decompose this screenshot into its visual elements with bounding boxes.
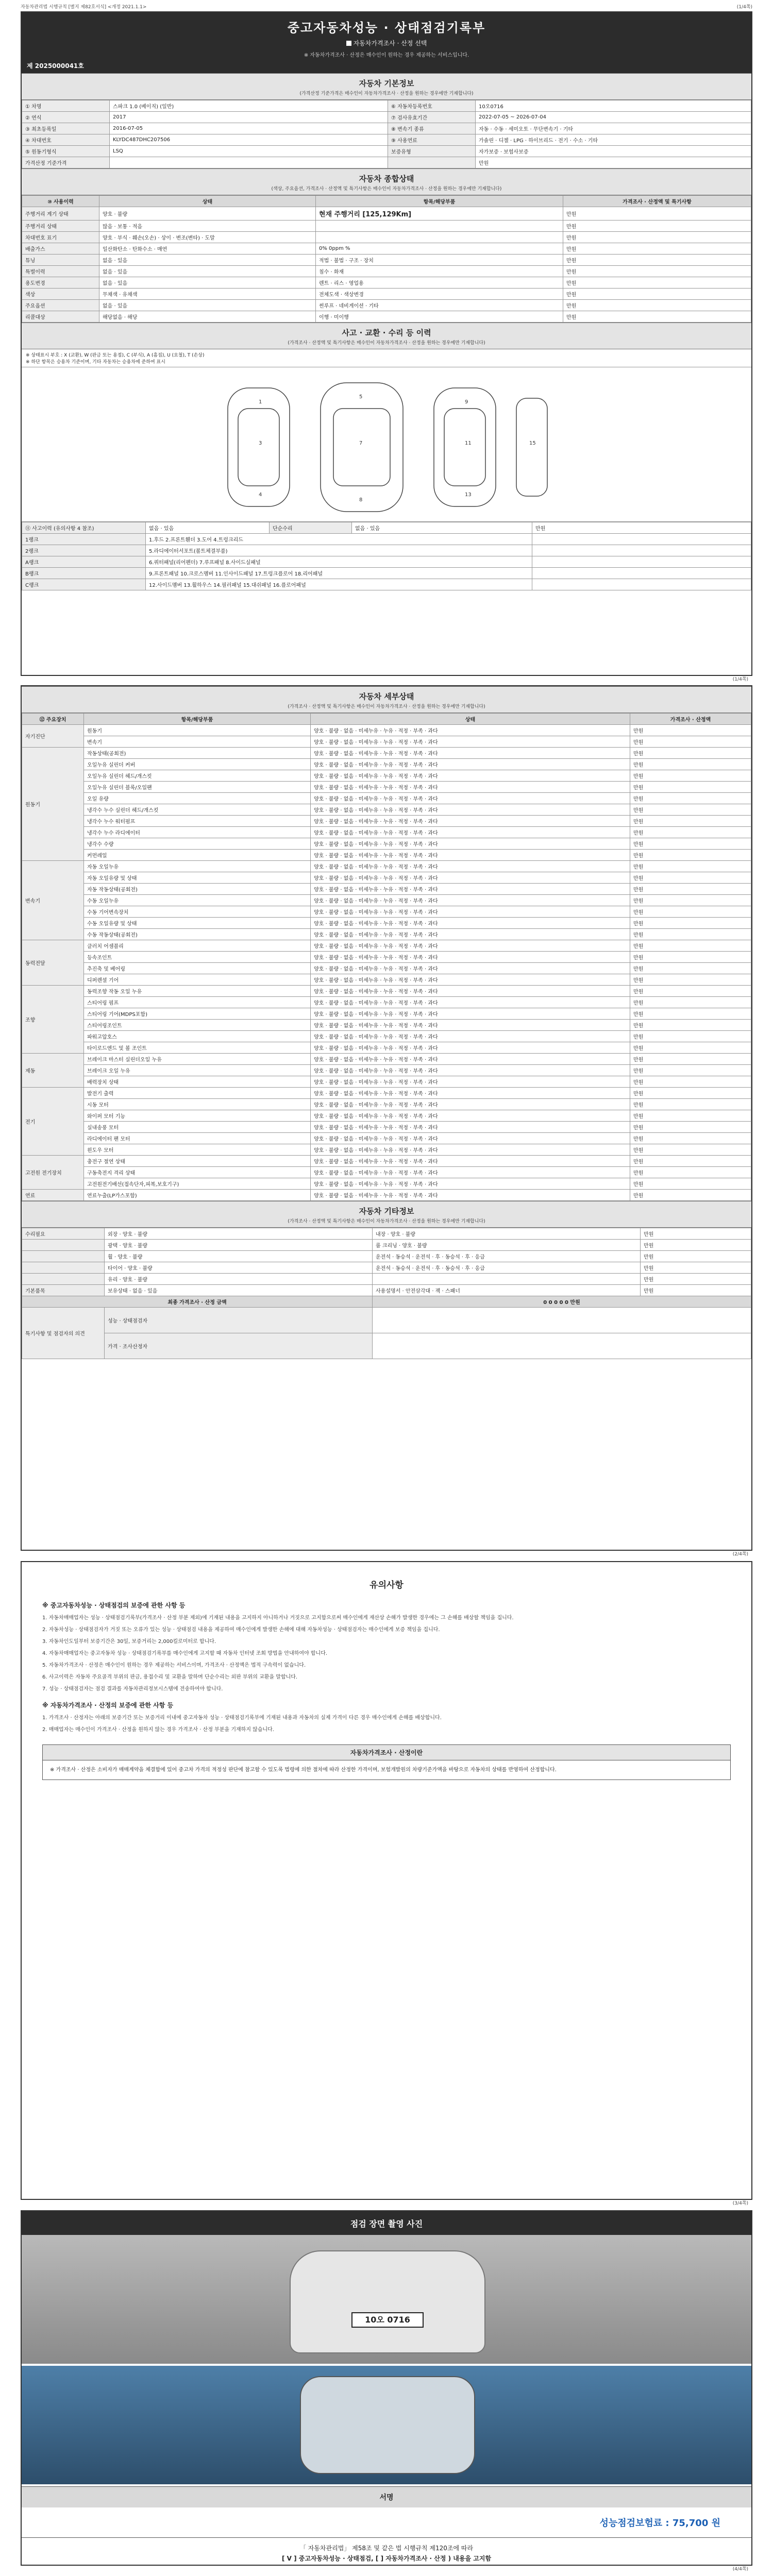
detail-group-label: 제동 (22, 1054, 84, 1088)
detail-state: 양호 · 불량 · 없음 · 미세누유 · 누유 · 적정 · 부족 · 과다 (311, 929, 630, 940)
table-row (22, 1076, 751, 1088)
mileage-value: 현재 주행거리 [125,129Km] (316, 207, 563, 221)
table-row: 특기사항 및 점검자의 의견 성능 · 상태점검자 (22, 1308, 751, 1333)
page-number: (1/4쪽) (732, 677, 748, 682)
notice-para: 1. 가격조사 · 산정자는 아래의 보증기간 또는 보증거리 이내에 중고자동차 성능 · 상태점검기록부에 기재된 내용과 자동차의 실제 가격이 다른 경우 매수인에게 손해를 배상합니다. (42, 1715, 442, 1721)
detail-state: 양호 · 불량 · 없음 · 미세누유 · 누유 · 적정 · 부족 · 과다 (311, 1020, 630, 1031)
table-row: ④ 차대번호 KLYDC487DHC207506 ⑨ 사용연료 가솔린 · 디젤 · LPG · 하이브리드 · 전기 · 수소 · 기타 (22, 134, 751, 146)
detail-item: 발전기 출력 (84, 1088, 311, 1099)
detail-state: 양호 · 불량 · 없음 · 미세누유 · 누유 · 적정 · 부족 · 과다 (311, 1099, 630, 1110)
detail-item: 배력장치 상태 (84, 1076, 311, 1088)
detail-item: 수동 작동상태(공회전) (84, 929, 311, 940)
table-row (22, 997, 751, 1008)
table-row: 차대번호 표기 양호 · 부식 · 훼손(오손) · 상이 · 변조(변타) · 도말 만원 (22, 232, 751, 243)
detail-item: 변속기 (84, 736, 311, 748)
table-row (22, 1054, 751, 1065)
detail-group-label: 동력전달 (22, 940, 84, 986)
summary-table: ⑩ 사용이력 상태 항목/해당부품 가격조사 · 산정액 및 특기사항 주행거리 계기 상태 양호 · 불량 현재 주행거리 [125,129Km] 만원 주행거리 상태 많음 · 보통 · 적음 만원 차대번호 표기 양호 · 부식 · 훼손(오손) · 상이 · 변조(변타) · 도말 만원 배출가스 일산화탄소 · 탄화수소 · 매연 0% 0ppm % 만원 튜닝 없음 · 있음 적법 · 불법 · 구조 · 장치 만원 특별이력 없음 · 있음 침수 · 화재 만원 용도변경 없음 · 있음 렌트 · 리스 · 영업용 만원 색상 무채색 · 유채색 전체도색 · 색상변경 만원 주요옵션 없음 · 있음 썬루프 · 네비게이션 · 기타 만원 리콜대상 해당없음 · 해당 이행 · 미이행 만원 (22, 195, 751, 323)
detail-item: 자동 오일유량 및 상태 (84, 872, 311, 884)
detail-state: 양호 · 불량 · 없음 · 미세누유 · 누유 · 적정 · 부족 · 과다 (311, 963, 630, 974)
table-row: 유리 · 양호 · 불량 만원 (22, 1274, 751, 1285)
detail-state: 양호 · 불량 · 없음 · 미세누유 · 누유 · 적정 · 부족 · 과다 (311, 861, 630, 872)
detail-item: 브레이크 오일 누유 (84, 1065, 311, 1076)
other-sub: (가격조사 · 산정액 및 특기사항은 매수인이 자동차가격조사 · 산정을 원하는 경우에만 기재합니다) (22, 1217, 751, 1228)
table-row (22, 1099, 751, 1110)
detail-item: 오일누유 실린더 헤드/개스킷 (84, 770, 311, 782)
table-row (22, 1065, 751, 1076)
detail-group-label: 전기 (22, 1088, 84, 1156)
detail-item: 브레이크 마스터 실린더오일 누유 (84, 1054, 311, 1065)
table-row (22, 1144, 751, 1156)
table-row: 배출가스 일산화탄소 · 탄화수소 · 매연 0% 0ppm % 만원 (22, 243, 751, 255)
table-row: 리콜대상 해당없음 · 해당 이행 · 미이행 만원 (22, 311, 751, 323)
detail-item: 냉각수 누수 워터펌프 (84, 816, 311, 827)
detail-price: 만원 (630, 782, 751, 793)
detail-item: 수동 오일누유 (84, 895, 311, 906)
table-row: ① 차명 스파크 1.0 (베이직) (일반) ⑥ 자동차등록번호 10오0716 (22, 100, 751, 112)
detail-price: 만원 (630, 850, 751, 861)
table-row: 기본품목 보유상태 · 없음 · 있음 사용설명서 · 안전삼각대 · 잭 · 스패너 만원 (22, 1285, 751, 1296)
detail-item: 오일누유 실린더 블록/오일팬 (84, 782, 311, 793)
detail-item: 냉각수 누수 라디에이터 (84, 827, 311, 838)
notice-section-1: ※ 중고자동차성능 · 상태점검의 보증에 관한 사항 등 (42, 1602, 186, 1609)
detail-state: 양호 · 불량 · 없음 · 미세누유 · 누유 · 적정 · 부족 · 과다 (311, 1110, 630, 1122)
svg-text:9: 9 (465, 399, 468, 405)
table-row (22, 770, 751, 782)
table-row (22, 986, 751, 997)
table-row (22, 963, 751, 974)
table-row (22, 804, 751, 816)
svg-text:5: 5 (359, 394, 363, 400)
checkbox-icon (346, 41, 351, 46)
table-row: 휠 · 양호 · 불량 운전석 · 동승석 · 운전석 · 후 · 동승석 · 후 · 응급 만원 (22, 1251, 751, 1262)
table-row (22, 1020, 751, 1031)
detail-price: 만원 (630, 1178, 751, 1190)
detail-item: 와이퍼 모터 기능 (84, 1110, 311, 1122)
detail-item: 오일 유량 (84, 793, 311, 804)
table-row (22, 952, 751, 963)
table-row (22, 725, 751, 736)
detail-group-label: 자기진단 (22, 725, 84, 748)
detail-state: 양호 · 불량 · 없음 · 미세누유 · 누유 · 적정 · 부족 · 과다 (311, 997, 630, 1008)
basic-info-title: 자동차 기본정보 (22, 73, 751, 90)
detail-item: 수동 오일유량 및 상태 (84, 918, 311, 929)
detail-state: 양호 · 불량 · 없음 · 미세누유 · 누유 · 적정 · 부족 · 과다 (311, 782, 630, 793)
detail-state: 양호 · 불량 · 없음 · 미세누유 · 누유 · 적정 · 부족 · 과다 (311, 1144, 630, 1156)
table-row (22, 895, 751, 906)
detail-price: 만원 (630, 1054, 751, 1065)
detail-item: 윈도우 모터 (84, 1144, 311, 1156)
detail-state: 양호 · 불량 · 없음 · 미세누유 · 누유 · 적정 · 부족 · 과다 (311, 1076, 630, 1088)
table-row (22, 1156, 751, 1167)
form-header (21, 3, 752, 10)
table-row (22, 1190, 751, 1201)
notice-para: 2. 자동차성능 · 상태점검자가 거짓 또는 오류가 있는 성능 · 상태점검 내용을 제공하여 매수인에게 발생한 손해에 대해 자동차성능 · 상태점검자는 매수인에게 보증 책임을 집니다. (42, 1627, 440, 1633)
detail-item: 동력조향 작동 오일 누유 (84, 986, 311, 997)
detail-state: 양호 · 불량 · 없음 · 미세누유 · 누유 · 적정 · 부족 · 과다 (311, 906, 630, 918)
detail-item: 스티어링 펌프 (84, 997, 311, 1008)
detail-state: 양호 · 불량 · 없음 · 미세누유 · 누유 · 적정 · 부족 · 과다 (311, 872, 630, 884)
detail-state: 양호 · 불량 · 없음 · 미세누유 · 누유 · 적정 · 부족 · 과다 (311, 1133, 630, 1144)
table-row (22, 759, 751, 770)
detail-price: 만원 (630, 997, 751, 1008)
detail-price: 만원 (630, 759, 751, 770)
table-row (22, 736, 751, 748)
detail-price: 만원 (630, 918, 751, 929)
svg-text:1: 1 (259, 399, 262, 405)
table-row (22, 1178, 751, 1190)
detail-state: 양호 · 불량 · 없음 · 미세누유 · 누유 · 적정 · 부족 · 과다 (311, 1178, 630, 1190)
detail-item: 연료누출(LP가스포함) (84, 1190, 311, 1201)
detail-item: 커먼레일 (84, 850, 311, 861)
accident-title: 사고 · 교환 · 수리 등 이력 (22, 323, 751, 339)
detail-price: 만원 (630, 838, 751, 850)
insurance-fee: 성능점검보험료 : 75,700 원 (599, 2518, 720, 2529)
notice-para: 5. 자동차가격조사 · 산정은 매수인이 원하는 경우 제공하는 서비스이며, 가격조사 · 산정액은 법적 구속력이 없습니다. (42, 1663, 306, 1668)
form-page-indicator: (1/4쪽) (736, 5, 752, 10)
detail-table: ⑫ 주요장치 항목/해당부품 상태 가격조사 · 산정액 자기진단 원동기 양호 · 불량 · 없음 · 미세누유 · 누유 · 적정 · 부족 · 과다 만원 변속기 양호 · 불량 · 없음 · 미세누유 · 누유 · 적정 · 부족 · 과다 만원 원동기 작동상태(공회전) 양호 · 불량 · 없음 · 미세누유 · 누유 · 적정 · 부족 · 과다 만원 오일누유 실린더 커버 양호 · 불량 · 없음 · 미세누유 · 누유 · 적정 · 부족 · 과다 만원 오일누유 실린더 헤드/개스킷 양호 · 불량 · 없음 · 미세누유 · 누유 · 적정 · 부족 · 과다 만원 오일누유 실린더 블록/오일팬 양호 · 불량 · 없음 · 미세누유 · 누유 · 적정 · 부족 · 과다 만원 오일 유량 양호 · 불량 · 없음 · 미세누유 · 누유 · 적정 · 부족 · 과다 만원 냉각수 누수 실린더 헤드/개스킷 양호 · 불량 · 없음 · 미세누유 · 누유 · 적정 · 부족 · 과다 만원 냉각수 누수 워터펌프 양호 · 불량 · 없음 · 미세누유 · 누유 · 적정 · 부족 · 과다 만원 냉각수 누수 라디에이터 양호 · 불량 · 없음 · 미세누유 · 누유 · 적정 · 부족 · 과다 만원 냉각수 수량 양호 · 불량 · 없음 · 미세누유 · 누유 · 적정 · 부족 · 과다 만원 커먼레일 양호 · 불량 · 없음 · 미세누유 · 누유 · 적정 · 부족 · 과다 만원 변속기 자동 오일누유 양호 · 불량 · 없음 · 미세누유 · 누유 · 적정 · 부족 · 과다 만원 자동 오일유량 및 상태 양호 · 불량 · 없음 · 미세누유 · 누유 · 적정 · 부족 · 과다 만원 자동 작동상태(공회전) 양호 · 불량 · 없음 · 미세누유 · 누유 · 적정 · 부족 · 과다 만원 수동 오일누유 양호 · 불량 · 없음 · 미세누유 · 누유 · 적정 · 부족 · 과다 만원 수동 기어변속장치 양호 · 불량 · 없음 · 미세누유 · 누유 · 적정 · 부족 · 과다 만원 수동 오일유량 및 상태 양호 · 불량 · 없음 · 미세누유 · 누유 · 적정 · 부족 · 과다 만원 수동 작동상태(공회전) 양호 · 불량 · 없음 · 미세누유 · 누유 · 적정 · 부족 · 과다 만원 동력전달 클러치 어셈블리 양호 · 불량 · 없음 · 미세누유 · 누유 · 적정 · 부족 · 과다 만원 등속조인트 양호 · 불량 · 없음 · 미세누유 · 누유 · 적정 · 부족 · 과다 만원 추진축 및 베어링 양호 · 불량 · 없음 · 미세누유 · 누유 · 적정 · 부족 · 과다 만원 디퍼렌셜 기어 양호 · 불량 · 없음 · 미세누유 · 누유 · 적정 · 부족 · 과다 만원 조향 동력조향 작동 오일 누유 양호 · 불량 · 없음 · 미세누유 · 누유 · 적정 · 부족 · 과다 만원 스티어링 펌프 양호 · 불량 · 없음 · 미세누유 · 누유 · 적정 · 부족 · 과다 만원 스티어링 기어(MDPS포함) 양호 · 불량 · 없음 · 미세누유 · 누유 · 적정 · 부족 · 과다 만원 스티어링조인트 양호 · 불량 · 없음 · 미세누유 · 누유 · 적정 · 부족 · 과다 만원 파워고압호스 양호 · 불량 · 없음 · 미세누유 · 누유 · 적정 · 부족 · 과다 만원 타이로드엔드 및 볼 조인트 양호 · 불량 · 없음 · 미세누유 · 누유 · 적정 · 부족 · 과다 만원 제동 브레이크 마스터 실린더오일 누유 양호 · 불량 · 없음 · 미세누유 · 누유 · 적정 · 부족 · 과다 만원 브레이크 오일 누유 양호 · 불량 · 없음 · 미세누유 · 누유 · 적정 · 부족 · 과다 만원 배력장치 상태 양호 · 불량 · 없음 · 미세누유 · 누유 · 적정 · 부족 · 과다 만원 전기 발전기 출력 양호 · 불량 · 없음 · 미세누유 · 누유 · 적정 · 부족 · 과다 만원 시동 모터 양호 · 불량 · 없음 · 미세누유 · 누유 · 적정 · 부족 · 과다 만원 와이퍼 모터 기능 양호 · 불량 · 없음 · 미세누유 · 누유 · 적정 · 부족 · 과다 만원 실내송풍 모터 양호 · 불량 · 없음 · 미세누유 · 누유 · 적정 · 부족 · 과다 만원 라디에이터 팬 모터 양호 · 불량 · 없음 · 미세누유 · 누유 · 적정 · 부족 · 과다 만원 윈도우 모터 양호 · 불량 · 없음 · 미세누유 · 누유 · 적정 · 부족 · 과다 만원 고전원 전기장치 충전구 절연 상태 양호 · 불량 · 없음 · 미세누유 · 누유 · 적정 · 부족 · 과다 만원 구동축전지 격리 상태 양호 · 불량 · 없음 · 미세누유 · 누유 · 적정 · 부족 · 과다 만원 고전원전기배선(접속단자,피복,보호기구) 양호 · 불량 · 없음 · 미세누유 · 누유 · 적정 · 부족 · 과다 만원 연료 연료누출(LP가스포함) 양호 · 불량 · 없음 · 미세누유 · 누유 · 적정 · 부족 · 과다 만원 (22, 713, 751, 1201)
inspection-photo-front (22, 2235, 751, 2364)
detail-price: 만원 (630, 1031, 751, 1042)
detail-price: 만원 (630, 1144, 751, 1156)
detail-item: 스티어링 기어(MDPS포함) (84, 1008, 311, 1020)
detail-price: 만원 (630, 827, 751, 838)
page-3 (21, 1561, 752, 2206)
detail-state: 양호 · 불량 · 없음 · 미세누유 · 누유 · 적정 · 부족 · 과다 (311, 1054, 630, 1065)
detail-state: 양호 · 불량 · 없음 · 미세누유 · 누유 · 적정 · 부족 · 과다 (311, 770, 630, 782)
table-row (22, 1133, 751, 1144)
detail-item: 추진축 및 베어링 (84, 963, 311, 974)
svg-text:13: 13 (465, 492, 472, 498)
summary-title: 자동차 종합상태 (22, 168, 751, 185)
detail-state: 양호 · 불량 · 없음 · 미세누유 · 누유 · 적정 · 부족 · 과다 (311, 1065, 630, 1076)
table-row: 용도변경 없음 · 있음 렌트 · 리스 · 영업용 만원 (22, 277, 751, 289)
detail-price: 만원 (630, 940, 751, 952)
detail-item: 냉각수 누수 실린더 헤드/개스킷 (84, 804, 311, 816)
table-row: 광택 · 양호 · 불량 룸 크리닝 · 양호 · 불량 만원 (22, 1240, 751, 1251)
detail-state: 양호 · 불량 · 없음 · 미세누유 · 누유 · 적정 · 부족 · 과다 (311, 1088, 630, 1099)
page-4 (21, 2210, 752, 2572)
detail-state: 양호 · 불량 · 없음 · 미세누유 · 누유 · 적정 · 부족 · 과다 (311, 850, 630, 861)
detail-state: 양호 · 불량 · 없음 · 미세누유 · 누유 · 적정 · 부족 · 과다 (311, 952, 630, 963)
summary-sub: (색상, 주요옵션, 가격조사 · 산정액 및 특기사항은 매수인이 자동차가격조사 · 산정을 원하는 경우에만 기재합니다) (22, 185, 751, 195)
table-row: 튜닝 없음 · 있음 적법 · 불법 · 구조 · 장치 만원 (22, 255, 751, 266)
detail-item: 라디에이터 팬 모터 (84, 1133, 311, 1144)
table-row (22, 1110, 751, 1122)
detail-price: 만원 (630, 736, 751, 748)
table-row: ⑪ 사고이력 (유의사항 4 참조) 없음 · 있음 단순수리 없음 · 있음 만원 (22, 522, 751, 534)
detail-item: 파워고압호스 (84, 1031, 311, 1042)
table-row: 2랭크 5.라디에이터서포트(볼트체결부품) (22, 545, 751, 556)
detail-item: 클러치 어셈블리 (84, 940, 311, 952)
table-row (22, 1031, 751, 1042)
detail-price: 만원 (630, 884, 751, 895)
table-row (22, 782, 751, 793)
svg-text:11: 11 (465, 440, 472, 446)
detail-price: 만원 (630, 725, 751, 736)
detail-price: 만원 (630, 1065, 751, 1076)
detail-group-label: 변속기 (22, 861, 84, 940)
page-number: (2/4쪽) (732, 1552, 748, 1557)
accident-sub: (가격조사 · 산정액 및 특기사항은 매수인이 자동차가격조사 · 산정을 원하는 경우에만 기재합니다) (22, 339, 751, 349)
signature-title: 서명 (22, 2486, 751, 2507)
detail-state: 양호 · 불량 · 없음 · 미세누유 · 누유 · 적정 · 부족 · 과다 (311, 1008, 630, 1020)
car-diagram (22, 367, 751, 522)
detail-price: 만원 (630, 929, 751, 940)
detail-item: 냉각수 수량 (84, 838, 311, 850)
detail-item: 디퍼렌셜 기어 (84, 974, 311, 986)
document-title: 중고자동차성능 · 상태점검기록부 (287, 21, 486, 35)
svg-text:3: 3 (259, 440, 262, 446)
detail-state: 양호 · 불량 · 없음 · 미세누유 · 누유 · 적정 · 부족 · 과다 (311, 918, 630, 929)
table-row: 색상 무채색 · 유채색 전체도색 · 색상변경 만원 (22, 289, 751, 300)
detail-price: 만원 (630, 872, 751, 884)
table-row: ② 연식 2017 ⑦ 검사유효기간 2022-07-05 ~ 2026-07-04 (22, 112, 751, 123)
detail-title: 자동차 세부상태 (22, 686, 751, 703)
detail-state: 양호 · 불량 · 없음 · 미세누유 · 누유 · 적정 · 부족 · 과다 (311, 838, 630, 850)
detail-state: 양호 · 불량 · 없음 · 미세누유 · 누유 · 적정 · 부족 · 과다 (311, 827, 630, 838)
detail-price: 만원 (630, 1156, 751, 1167)
detail-item: 수동 기어변속장치 (84, 906, 311, 918)
footer-notice: 「 자동차관리법」 제58조 및 같은 법 시행규칙 제120조에 따라 [ V ] 중고자동차성능 · 상태점검, [ ] 자동차가격조사 · 산정 ) 내용을 고지함 (22, 2537, 751, 2569)
detail-item: 등속조인트 (84, 952, 311, 963)
table-row (22, 884, 751, 895)
table-row: 특별이력 없음 · 있음 침수 · 화재 만원 (22, 266, 751, 277)
table-row (22, 861, 751, 872)
notice-para: 7. 성능 · 상태점검자는 점검 결과를 자동차관리정보시스템에 전송하여야 합니다. (42, 1686, 223, 1692)
detail-price: 만원 (630, 1167, 751, 1178)
detail-group-label: 연료 (22, 1190, 84, 1201)
detail-sub: (가격조사 · 산정액 및 특기사항은 매수인이 자동차가격조사 · 산정을 원하는 경우에만 기재합니다) (22, 703, 751, 713)
accident-legend: ※ 상태표시 부호 : X (교환), W (판금 또는 용접), C (부식), A (흠집), U (요철), T (손상) (26, 353, 205, 358)
other-title: 자동차 기타정보 (22, 1201, 751, 1217)
table-row (22, 793, 751, 804)
detail-price: 만원 (630, 963, 751, 974)
table-row (22, 1122, 751, 1133)
detail-state: 양호 · 불량 · 없음 · 미세누유 · 누유 · 적정 · 부족 · 과다 (311, 816, 630, 827)
table-row: B랭크 9.프론트패널 10.크로스멤버 11.인사이드패널 17.트렁크플로어 18.리어패널 (22, 568, 751, 579)
table-row (22, 748, 751, 759)
table-row (22, 918, 751, 929)
accident-legend-2: ※ 하단 항목은 승용차 기준이며, 기타 자동차는 승용차에 준하여 표시 (26, 360, 165, 365)
page-1 (21, 11, 752, 682)
document-note: ※ 자동차가격조사 · 산정은 매수인이 원하는 경우 제공하는 서비스입니다. (304, 53, 469, 58)
detail-state: 양호 · 불량 · 없음 · 미세누유 · 누유 · 적정 · 부족 · 과다 (311, 1042, 630, 1054)
table-row (22, 929, 751, 940)
detail-state: 양호 · 불량 · 없음 · 미세누유 · 누유 · 적정 · 부족 · 과다 (311, 725, 630, 736)
detail-price: 만원 (630, 1190, 751, 1201)
document-subtitle: 자동차가격조사 · 산정 선택 (22, 39, 751, 47)
detail-price: 만원 (630, 895, 751, 906)
table-row (22, 940, 751, 952)
detail-price: 만원 (630, 906, 751, 918)
detail-item: 작동상태(공회전) (84, 748, 311, 759)
detail-state: 양호 · 불량 · 없음 · 미세누유 · 누유 · 적정 · 부족 · 과다 (311, 1122, 630, 1133)
table-row: 주행거리 상태 많음 · 보통 · 적음 만원 (22, 221, 751, 232)
price-explanation-box: 자동차가격조사 · 산정이란 ※ 가격조사 · 산정은 소비자가 매매계약을 체결함에 있어 중고차 가격의 적정성 판단에 참고할 수 있도록 법령에 의한 절차에 따라 산정한 가격이며, 보험개발원의 차량기준가액을 바탕으로 자동차의 상태를 반영하여 산정합니다. (42, 1744, 731, 1780)
detail-item: 고전원전기배선(접속단자,피복,보호기구) (84, 1178, 311, 1190)
inspection-photo-rear (22, 2366, 751, 2484)
detail-price: 만원 (630, 1008, 751, 1020)
table-row (22, 816, 751, 827)
page-number: (3/4쪽) (732, 2201, 748, 2206)
detail-item: 원동기 (84, 725, 311, 736)
final-price-row: 최종 가격조사 · 산정 금액 0 0 0 0 0 만원 (22, 1296, 751, 1308)
notice-section-2: ※ 자동차가격조사 · 산정의 보증에 관한 사항 등 (42, 1702, 174, 1709)
table-row: ⑤ 원동기형식 LSQ 보증유형 자가보증 · 보험사보증 (22, 146, 751, 157)
detail-state: 양호 · 불량 · 없음 · 미세누유 · 누유 · 적정 · 부족 · 과다 (311, 748, 630, 759)
table-row (22, 1088, 751, 1099)
table-row (22, 906, 751, 918)
basic-info-sub: (가격산정 기준가격은 매수인이 자동차가격조사 · 산정을 원하는 경우에만 기재합니다) (22, 90, 751, 100)
other-table (22, 1228, 751, 1359)
table-row (22, 1042, 751, 1054)
detail-price: 만원 (630, 1088, 751, 1099)
detail-price: 만원 (630, 816, 751, 827)
detail-price: 만원 (630, 861, 751, 872)
detail-item: 구동축전지 격리 상태 (84, 1167, 311, 1178)
table-row: 주요옵션 없음 · 있음 썬루프 · 네비게이션 · 기타 만원 (22, 300, 751, 311)
detail-item: 자동 오일누유 (84, 861, 311, 872)
detail-price: 만원 (630, 770, 751, 782)
notice-para: 3. 자동차인도일부터 보증기간은 30일, 보증거리는 2,000킬로미터로 합니다. (42, 1639, 216, 1645)
page-2 (21, 685, 752, 1557)
detail-group-label: 원동기 (22, 748, 84, 861)
table-row (22, 1008, 751, 1020)
table-row: ③ 최초등록일 2016-07-05 ⑧ 변속기 종류 자동 · 수동 · 세미오토 · 무단변속기 · 기타 (22, 123, 751, 134)
notice-para: 1. 자동차매매업자는 성능 · 상태점검기록부(가격조사 · 산정 부분 제외)에 기재된 내용을 고지하지 아니하거나 거짓으로 고지함으로써 매수인에게 재산상 손해가 발생한 경우에는 그 손해를 배상할 책임을 집니다. (42, 1615, 514, 1621)
detail-item: 스티어링조인트 (84, 1020, 311, 1031)
detail-item: 시동 모터 (84, 1099, 311, 1110)
notice-para: 2. 매매업자는 매수인이 가격조사 · 산정을 원하지 않는 경우 가격조사 · 산정 부분을 기재하지 않습니다. (42, 1727, 274, 1733)
table-row (22, 872, 751, 884)
notice-title: 유의사항 (369, 1580, 404, 1590)
detail-group-label: 고전원 전기장치 (22, 1156, 84, 1190)
detail-state: 양호 · 불량 · 없음 · 미세누유 · 누유 · 적정 · 부족 · 과다 (311, 986, 630, 997)
table-row: 타이어 · 양호 · 불량 운전석 · 동승석 · 운전석 · 후 · 동승석 · 후 · 응급 만원 (22, 1262, 751, 1274)
detail-state: 양호 · 불량 · 없음 · 미세누유 · 누유 · 적정 · 부족 · 과다 (311, 1031, 630, 1042)
detail-price: 만원 (630, 974, 751, 986)
detail-state: 양호 · 불량 · 없음 · 미세누유 · 누유 · 적정 · 부족 · 과다 (311, 736, 630, 748)
table-row: 가격산정 기준가격 만원 (22, 157, 751, 168)
detail-price: 만원 (630, 1133, 751, 1144)
detail-item: 자동 작동상태(공회전) (84, 884, 311, 895)
detail-price: 만원 (630, 1110, 751, 1122)
table-row: 주행거리 계기 상태 양호 · 불량 현재 주행거리 [125,129Km] 만원 (22, 207, 751, 221)
detail-state: 양호 · 불량 · 없음 · 미세누유 · 누유 · 적정 · 부족 · 과다 (311, 759, 630, 770)
table-row: C랭크 12.사이드멤버 13.휠하우스 14.필러패널 15.대쉬패널 16.플로어패널 (22, 579, 751, 590)
license-plate: 10오 0716 (351, 2312, 424, 2328)
detail-item: 오일누유 실린더 커버 (84, 759, 311, 770)
notice-para: 6. 사고이력은 자동차 주요골격 부위의 판금, 용접수리 및 교환을 말하며 단순수리는 외판 부위의 교환을 말합니다. (42, 1674, 298, 1680)
detail-state: 양호 · 불량 · 없음 · 미세누유 · 누유 · 적정 · 부족 · 과다 (311, 884, 630, 895)
table-row: 1랭크 1.후드 2.프론트휀더 3.도어 4.트렁크리드 (22, 534, 751, 545)
table-row: 가격 · 조사산정자 (22, 1333, 751, 1359)
detail-price: 만원 (630, 986, 751, 997)
detail-state: 양호 · 불량 · 없음 · 미세누유 · 누유 · 적정 · 부족 · 과다 (311, 1156, 630, 1167)
svg-text:7: 7 (359, 440, 363, 446)
table-row (22, 974, 751, 986)
svg-text:4: 4 (259, 492, 262, 498)
detail-price: 만원 (630, 793, 751, 804)
detail-price: 만원 (630, 1076, 751, 1088)
car-outline-icon (217, 372, 558, 517)
photo-title: 점검 장면 촬영 사진 (22, 2211, 751, 2235)
table-row: A랭크 6.쿼터패널(리어펜더) 7.루프패널 8.사이드실패널 (22, 556, 751, 568)
svg-text:8: 8 (359, 497, 363, 503)
detail-state: 양호 · 불량 · 없음 · 미세누유 · 누유 · 적정 · 부족 · 과다 (311, 793, 630, 804)
detail-state: 양호 · 불량 · 없음 · 미세누유 · 누유 · 적정 · 부족 · 과다 (311, 804, 630, 816)
detail-item: 충전구 절연 상태 (84, 1156, 311, 1167)
basic-info-table (22, 100, 751, 168)
detail-price: 만원 (630, 804, 751, 816)
form-reference: 자동차관리법 시행규칙 [별지 제82호서식] <개정 2021.1.1> (21, 5, 147, 10)
detail-state: 양호 · 불량 · 없음 · 미세누유 · 누유 · 적정 · 부족 · 과다 (311, 940, 630, 952)
page-number: (4/4쪽) (732, 2567, 748, 2572)
detail-item: 실내송풍 모터 (84, 1122, 311, 1133)
detail-price: 만원 (630, 1099, 751, 1110)
detail-group-label: 조향 (22, 986, 84, 1054)
detail-price: 만원 (630, 748, 751, 759)
document-number: 제 2025000041호 (27, 62, 84, 70)
accident-table (22, 522, 751, 590)
table-row (22, 1167, 751, 1178)
masthead (22, 12, 751, 73)
table-row (22, 850, 751, 861)
svg-text:15: 15 (529, 440, 536, 446)
detail-price: 만원 (630, 1020, 751, 1031)
detail-item: 타이로드엔드 및 볼 조인트 (84, 1042, 311, 1054)
detail-state: 양호 · 불량 · 없음 · 미세누유 · 누유 · 적정 · 부족 · 과다 (311, 895, 630, 906)
detail-state: 양호 · 불량 · 없음 · 미세누유 · 누유 · 적정 · 부족 · 과다 (311, 974, 630, 986)
table-row: 수리필요 외장 · 양호 · 불량 내장 · 양호 · 불량 만원 (22, 1228, 751, 1240)
detail-price: 만원 (630, 1042, 751, 1054)
detail-state: 양호 · 불량 · 없음 · 미세누유 · 누유 · 적정 · 부족 · 과다 (311, 1167, 630, 1178)
notice-para: 4. 자동차매매업자는 중고자동차 성능 · 상태점검기록부를 매수인에게 고지할 때 자동차 인터넷 조회 방법을 안내하여야 합니다. (42, 1651, 328, 1656)
detail-price: 만원 (630, 1122, 751, 1133)
table-row (22, 838, 751, 850)
detail-state: 양호 · 불량 · 없음 · 미세누유 · 누유 · 적정 · 부족 · 과다 (311, 1190, 630, 1201)
detail-price: 만원 (630, 952, 751, 963)
table-row (22, 827, 751, 838)
